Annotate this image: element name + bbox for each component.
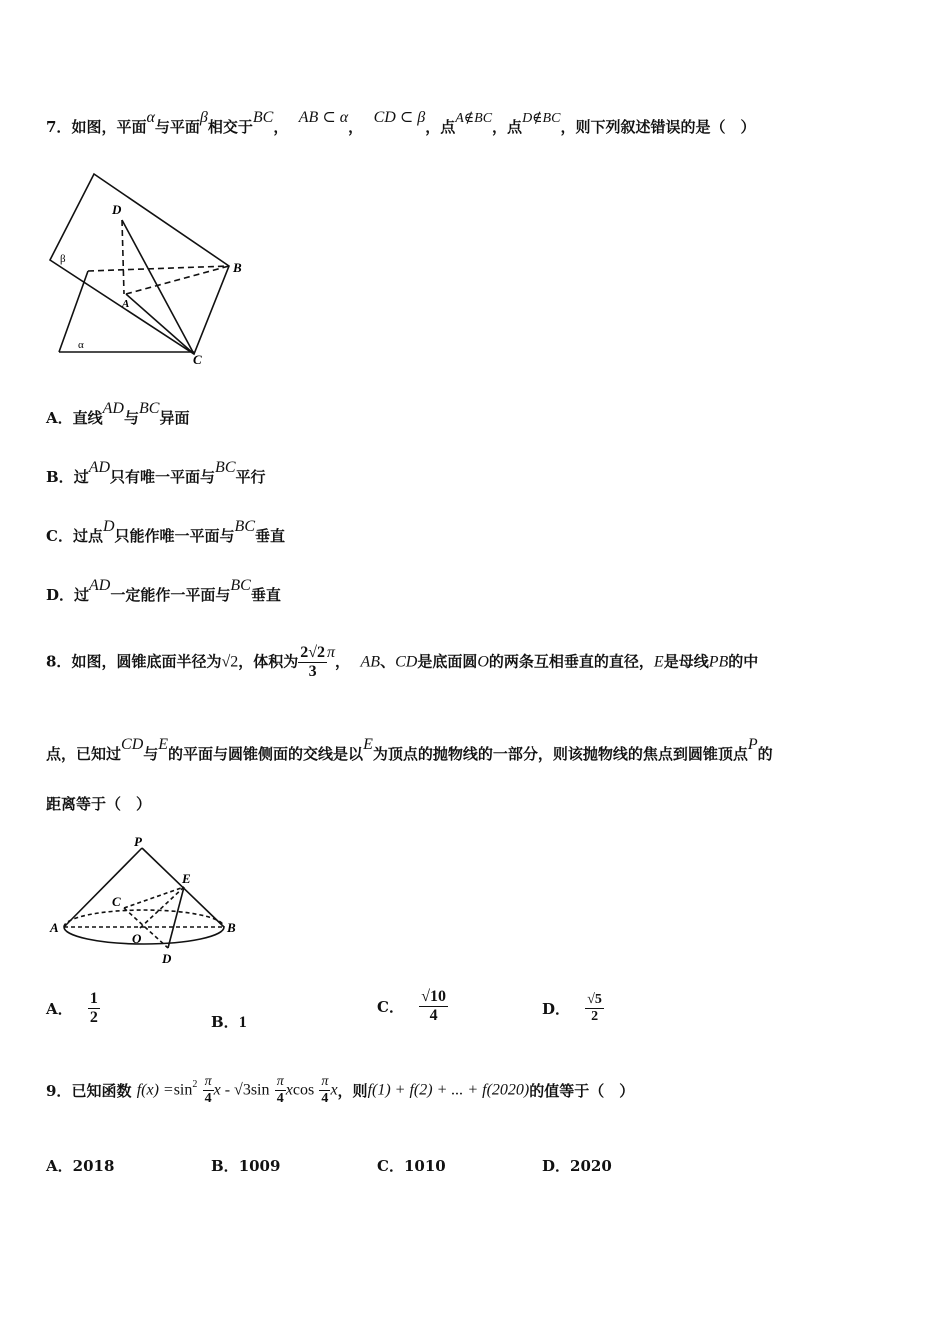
q7-text: ， [348,118,364,136]
option-text: 平行 [235,468,266,486]
q8-option-d[interactable] [542,992,604,1025]
q9-square: 2 [192,1079,198,1090]
q8-text: 与 [143,745,159,763]
q8-text: 是底面圆 [417,652,478,671]
option-key: C． [46,527,73,545]
q8-text: 、 [380,652,396,671]
q7-stem [46,109,756,137]
option-text: 过点 [72,527,103,545]
q8-text: 的平面与圆锥侧面的交线是以 [168,745,364,763]
q7-option-c[interactable] [46,518,286,546]
option-key: A． [46,1157,73,1175]
q9-cos: cos [292,1081,315,1099]
option-math: BC [234,518,255,535]
q7-number: 7． [46,118,72,136]
q8-text: ，体积为 [238,652,299,671]
q7-beta: β [199,109,208,126]
frac-den: 2 [89,1009,98,1026]
option-text: 垂直 [250,586,281,604]
q9-minus: - [220,1081,235,1099]
option-text: 只有唯一平面与 [110,468,216,486]
q8-volume [298,644,327,681]
label-d: D [112,202,122,217]
q8-text: 的 [757,745,773,763]
q7-option-d[interactable] [46,577,281,605]
label-p: P [134,834,142,849]
frac-den: 4 [276,1091,284,1106]
option-fraction [419,988,448,1025]
label-b: B [233,260,242,275]
q9-stem [46,1074,634,1107]
diameter-cd [124,908,168,948]
q7-alpha: α [146,109,155,126]
q7-bc: BC [252,109,274,126]
frac-num: π [204,1074,212,1089]
label-a: A [122,298,130,310]
q7-option-a[interactable] [46,400,190,428]
q8-number: 8． [46,652,72,671]
q7-text: ， [273,118,289,136]
option-key: D． [46,586,75,604]
option-math: D [102,518,115,535]
segment-ce [124,887,184,908]
q7-text: 与平面 [154,118,200,136]
q9-pi-over-4 [319,1074,330,1107]
option-text: 异面 [159,409,190,427]
q8-text: ， [335,652,351,671]
q8-text: 是母线 [663,652,709,671]
option-key: B． [46,468,74,486]
option-text: 过 [74,586,90,604]
label-c: C [193,352,202,367]
q8-text: 为顶点的抛物线的一部分，则该抛物线的焦点到圆锥顶点 [372,745,748,763]
option-key: D． [542,1157,571,1175]
option-text: 只能作唯一平面与 [114,527,235,545]
q7-figure [44,168,254,368]
q7-option-b[interactable] [46,459,266,487]
q9-sin: sin [173,1081,193,1099]
option-fraction [585,992,604,1025]
option-text: 过 [73,468,89,486]
q9-option-d[interactable] [542,1155,612,1176]
label-alpha: α [78,339,84,351]
q7-text: 如图，平面 [71,118,147,136]
q8-ab: AB [360,653,381,671]
q9-root3: √3 [234,1081,251,1099]
option-key: A． [46,409,73,427]
frac-den: 4 [204,1091,212,1106]
q9-text: 已知函数 [71,1082,132,1100]
q8-radius: √2 [221,653,239,671]
q9-text: 的值等于（ ） [529,1082,635,1100]
base-back-arc [64,910,224,927]
option-key: A． [46,1000,73,1018]
q9-pi-over-4 [275,1074,286,1107]
option-math: AD [88,459,111,476]
frac-den: 4 [429,1007,438,1024]
q9-sin: sin [250,1081,270,1099]
q9-option-c[interactable] [377,1155,446,1176]
plane-beta [50,174,229,354]
option-math: AD [89,577,111,594]
q8-figure [44,830,244,970]
q9-x: x [285,1081,293,1099]
option-math: BC [215,459,236,476]
label-o: O [132,931,142,946]
q8-stem-line1 [46,644,758,681]
base-front-arc [64,927,224,944]
q8-pi: π [327,643,336,661]
q8-text: 如图，圆锥底面半径为 [71,652,222,671]
frac-num: √10 [421,988,446,1005]
q8-option-a[interactable] [46,990,100,1027]
frac-den: 3 [308,663,317,680]
option-math: AD [102,400,124,417]
frac-num: π [276,1074,284,1089]
option-value: 2018 [72,1157,115,1175]
option-math: BC [139,400,160,417]
option-text: 与 [123,409,139,427]
q8-stem-line2 [46,736,773,764]
label-a: A [50,920,59,935]
option-value: 1010 [403,1157,446,1175]
option-key: D． [542,1000,571,1018]
q8-e: E [653,653,664,671]
q9-text: ，则 [337,1082,368,1100]
segment-oe [140,887,184,928]
q7-a-notin-bc: A∉BC [455,111,493,126]
cone-edge-pa [64,848,142,927]
q7-text: 相交于 [207,118,253,136]
q9-pi-over-4 [203,1074,214,1107]
q9-option-a[interactable] [46,1155,114,1176]
q8-text: 点，已知过 [46,745,122,763]
option-key: C． [377,998,404,1016]
option-text: 垂直 [255,527,286,545]
q7-ab-subset-alpha: AB ⊂ α [298,109,349,126]
q7-text: ，点 [425,118,456,136]
frac-num: 1 [89,990,98,1007]
frac-num: 2√2 [300,644,326,661]
q7-text: ，则下列叙述错误的是（ ） [560,118,756,136]
q8-stem-line3: 距离等于（ ） [46,795,152,813]
option-key: C． [377,1157,404,1175]
option-value: 1009 [238,1157,281,1175]
label-e: E [182,871,191,886]
plane-alpha-hidden-edge [88,266,229,271]
option-key: B． [211,1013,239,1031]
frac-num: π [321,1074,329,1089]
q7-d-notin-bc: D∉BC [522,111,561,126]
option-value: 2020 [570,1157,612,1175]
q7-text: ，点 [492,118,523,136]
q8-cd: CD [395,653,418,671]
q7-cd-subset-beta: CD ⊂ β [373,109,426,126]
segment-ac [126,294,194,354]
q9-x: x [330,1081,338,1099]
q8-pb: PB [708,653,729,671]
q9-sum: f(1) + f(2) + ... + f(2020) [367,1081,530,1099]
q8-e: E [363,736,373,753]
q9-x: x [213,1081,221,1099]
label-c: C [112,894,121,909]
option-key: B． [211,1157,239,1175]
q9-option-b[interactable] [211,1155,280,1176]
frac-num: √5 [587,992,602,1007]
option-value: 1 [238,1014,247,1031]
label-d: D [162,951,172,966]
label-b: B [227,920,236,935]
option-text: 直线 [72,409,103,427]
q9-f-lhs: f(x) = [136,1081,174,1099]
q8-p: P [747,736,758,753]
q9-number: 9． [46,1082,72,1100]
option-text: 一定能作一平面与 [110,586,231,604]
option-fraction [88,990,100,1027]
q8-option-b[interactable] [211,1011,247,1032]
q8-text: 的中 [728,652,759,671]
segment-ab [126,266,229,294]
q8-text: 的两条互相垂直的直径， [488,652,654,671]
q8-e: E [158,736,169,753]
label-beta: β [60,253,66,265]
frac-den: 2 [591,1009,599,1024]
q8-cd: CD [121,736,144,753]
segment-dc [122,220,194,354]
q8-option-c[interactable] [377,988,448,1025]
segment-da [122,220,124,294]
frac-den: 4 [321,1091,329,1106]
q8-o: O [477,653,489,671]
parabola-section [168,887,184,948]
option-math: BC [230,577,251,594]
